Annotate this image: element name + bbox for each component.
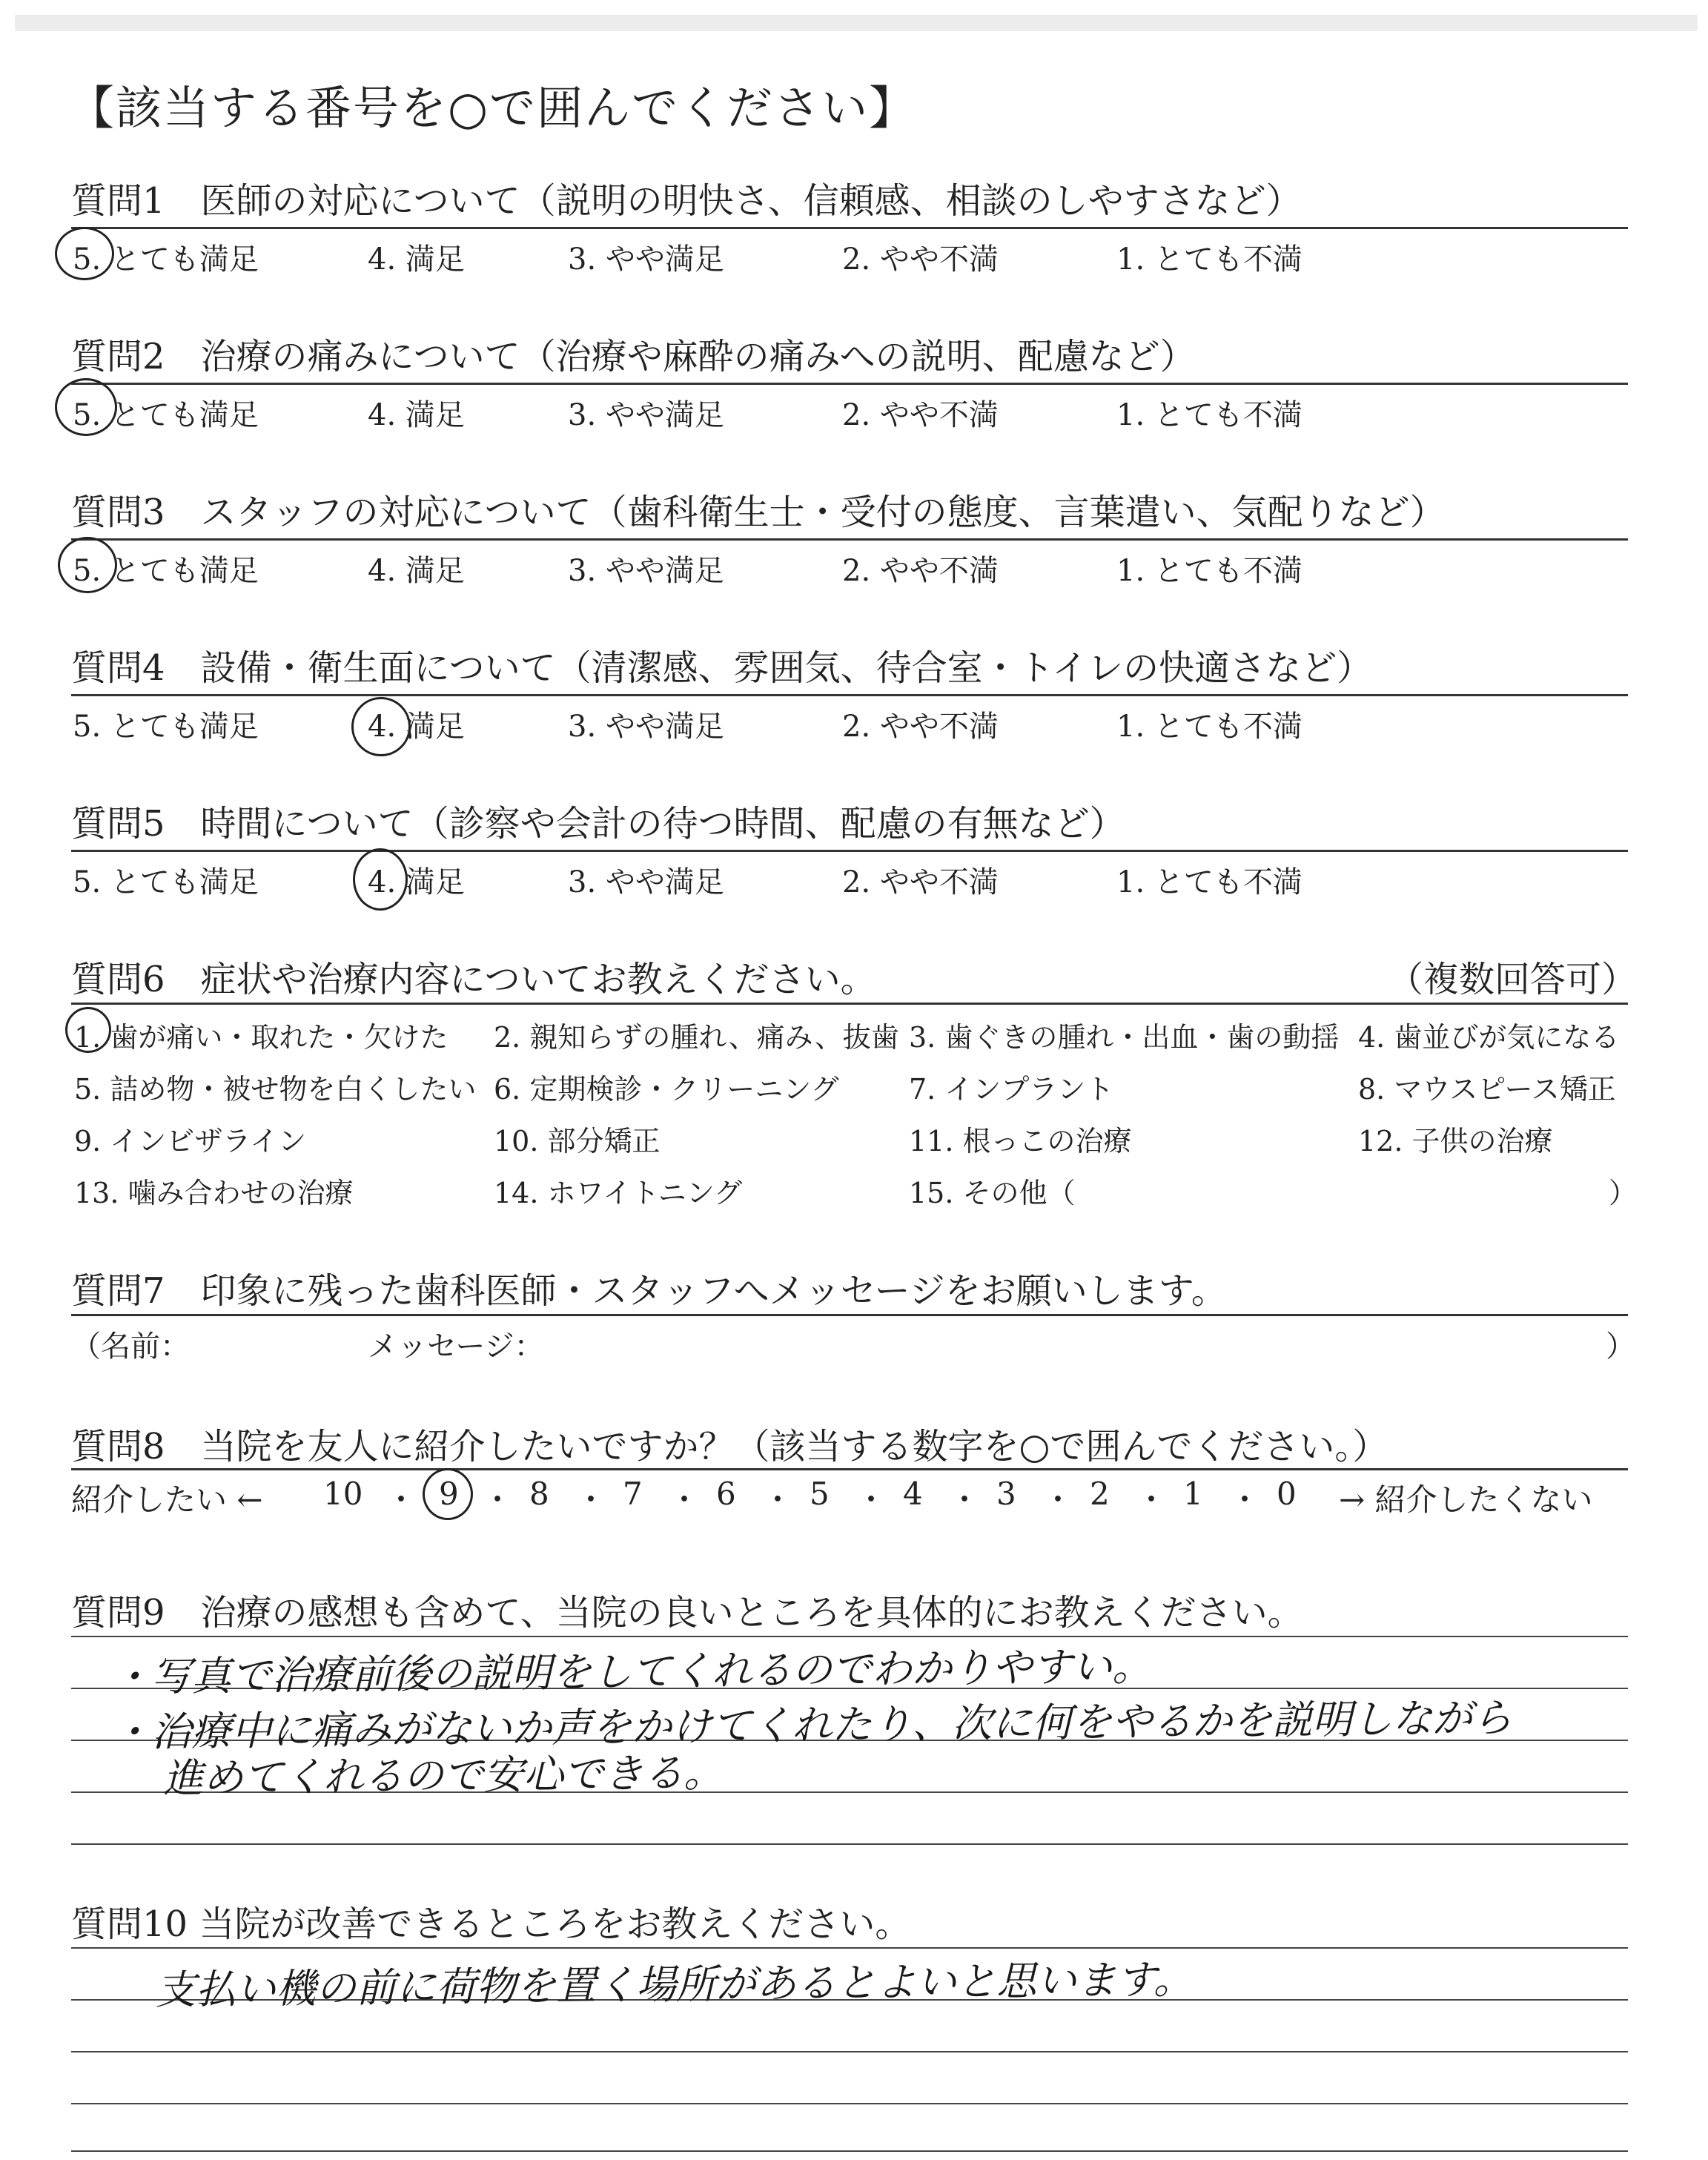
q7-close: ） (1606, 1330, 1635, 1364)
q5-selection-circle (353, 848, 408, 911)
q9-handwritten-answer-3: 進めてくれるので安心できる。 (162, 1749, 724, 1802)
q6-option-7[interactable]: 7. インプラント (909, 1073, 1114, 1106)
scale-number-7[interactable]: 7 (623, 1476, 643, 1512)
question-4-heading: 質問4 設備・衛生面について（清潔感、雰囲気、待合室・トイレの快適さなど） (71, 647, 1373, 689)
q6-option-4[interactable]: 4. 歯並びが気になる (1358, 1021, 1620, 1054)
q6-option-1[interactable]: 1. 歯が痛い・取れた・欠けた (74, 1021, 448, 1054)
q6-option-15-close: ） (1609, 1177, 1638, 1209)
q7-name-label: （名前： (71, 1330, 190, 1364)
q6-option-8[interactable]: 8. マウスピース矯正 (1358, 1073, 1616, 1106)
q10-answer-line (71, 2103, 1628, 2104)
question-5-rule (71, 850, 1628, 852)
scale-dot: ・ (385, 1482, 417, 1518)
q5-option-2[interactable]: 2. やや不満 (842, 865, 999, 899)
q1-option-5[interactable]: 5. とても満足 (73, 242, 259, 277)
q7-message-label: メッセージ： (368, 1330, 544, 1364)
q6-option-11[interactable]: 11. 根っこの治療 (909, 1125, 1132, 1157)
scale-number-5[interactable]: 5 (810, 1476, 830, 1512)
q3-option-3[interactable]: 3. やや満足 (568, 554, 724, 588)
scale-left-label: 紹介したい ← (71, 1482, 263, 1518)
question-2-rule (71, 383, 1628, 385)
q2-option-2[interactable]: 2. やや不満 (842, 398, 999, 432)
q2-option-5[interactable]: 5. とても満足 (73, 398, 259, 432)
question-10-heading: 質問10 当院が改善できるところをお教えください。 (71, 1903, 911, 1945)
scale-dot: ・ (855, 1482, 887, 1518)
q10-answer-line (71, 2150, 1628, 2152)
scale-number-10[interactable]: 10 (323, 1476, 363, 1512)
q6-option-3[interactable]: 3. 歯ぐきの腫れ・出血・歯の動揺 (909, 1021, 1340, 1054)
q9-answer-line (71, 1843, 1628, 1845)
scale-dot: ・ (762, 1482, 794, 1518)
q9-answer-line (71, 1636, 1628, 1637)
question-6-note: （複数回答可） (1387, 959, 1637, 1000)
question-3-heading: 質問3 スタッフの対応について（歯科衛生士・受付の態度、言葉遣い、気配りなど） (71, 492, 1446, 533)
recommend-scale (71, 1476, 1635, 1520)
q4-option-5[interactable]: 5. とても満足 (73, 710, 259, 744)
scale-dot: ・ (949, 1482, 981, 1518)
q3-option-1[interactable]: 1. とても不満 (1116, 554, 1302, 588)
page-title: 【該当する番号を○で囲んでください】 (68, 81, 917, 135)
question-2-heading: 質問2 治療の痛みについて（治療や麻酔の痛みへの説明、配慮など） (71, 336, 1196, 377)
question-3-rule (71, 538, 1628, 541)
q1-option-1[interactable]: 1. とても不満 (1116, 242, 1302, 277)
scale-number-0[interactable]: 0 (1277, 1476, 1297, 1512)
scale-dot: ・ (669, 1482, 701, 1518)
q10-answer-line (71, 1947, 1628, 1949)
q8-selection-circle (423, 1468, 473, 1520)
q1-option-4[interactable]: 4. 満足 (368, 242, 465, 277)
question-6-rule (71, 1003, 1628, 1005)
question-5-heading: 質問5 時間について（診察や会計の待つ時間、配慮の有無など） (71, 803, 1125, 845)
q4-option-1[interactable]: 1. とても不満 (1116, 710, 1302, 744)
scale-number-8[interactable]: 8 (529, 1476, 549, 1512)
q3-option-2[interactable]: 2. やや不満 (842, 554, 999, 588)
scale-number-6[interactable]: 6 (716, 1476, 736, 1512)
q5-option-3[interactable]: 3. やや満足 (568, 865, 724, 899)
q1-option-2[interactable]: 2. やや不満 (842, 242, 999, 277)
scan-edge (15, 15, 1698, 31)
scale-number-9[interactable]: 9 (439, 1476, 459, 1512)
q1-option-3[interactable]: 3. やや満足 (568, 242, 724, 277)
q4-option-4[interactable]: 4. 満足 (368, 710, 465, 744)
q6-option-6[interactable]: 6. 定期検診・クリーニング (494, 1073, 839, 1106)
q6-selection-circle (65, 1007, 111, 1053)
q10-answer-line (71, 2051, 1628, 2052)
scale-number-2[interactable]: 2 (1090, 1476, 1110, 1512)
q5-option-1[interactable]: 1. とても不満 (1116, 865, 1302, 899)
q2-option-1[interactable]: 1. とても不満 (1116, 398, 1302, 432)
q5-option-4[interactable]: 4. 満足 (368, 865, 465, 899)
q6-option-9[interactable]: 9. インビザライン (74, 1125, 307, 1157)
scale-right-label: → 紹介したくない (1339, 1482, 1593, 1518)
q3-option-5[interactable]: 5. とても満足 (73, 554, 259, 588)
q5-option-5[interactable]: 5. とても満足 (73, 865, 259, 899)
q9-handwritten-answer-2: ・治療中に痛みがないか声をかけてくれたり、次に何をやるかを説明しながら (110, 1694, 1513, 1756)
q2-selection-circle (55, 378, 117, 436)
scale-number-4[interactable]: 4 (903, 1476, 923, 1512)
q3-option-4[interactable]: 4. 満足 (368, 554, 465, 588)
question-1-rule (71, 227, 1628, 229)
q6-option-5[interactable]: 5. 詰め物・被せ物を白くしたい (74, 1073, 477, 1106)
scale-dot: ・ (1042, 1482, 1074, 1518)
q6-option-12[interactable]: 12. 子供の治療 (1358, 1125, 1553, 1157)
question-1-heading: 質問1 医師の対応について（説明の明快さ、信頼感、相談のしやすさなど） (71, 180, 1302, 222)
q6-option-14[interactable]: 14. ホワイトニング (494, 1177, 743, 1209)
scale-dot: ・ (482, 1482, 514, 1518)
scale-number-3[interactable]: 3 (996, 1476, 1016, 1512)
q3-selection-circle (58, 537, 117, 593)
q9-handwritten-answer-1: ・写真で治療前後の説明をしてくれるのでわかりやすい。 (110, 1642, 1153, 1701)
q4-selection-circle (351, 697, 411, 756)
q6-option-10[interactable]: 10. 部分矯正 (494, 1125, 661, 1157)
question-8-rule (71, 1468, 1628, 1470)
scale-number-1[interactable]: 1 (1183, 1476, 1203, 1512)
question-6-heading: 質問6 症状や治療内容についてお教えください。 (71, 959, 876, 1000)
q4-option-2[interactable]: 2. やや不満 (842, 710, 999, 744)
scale-dot: ・ (575, 1482, 607, 1518)
question-4-rule (71, 694, 1628, 696)
q1-selection-circle (55, 227, 114, 280)
q6-option-15[interactable]: 15. その他（ (909, 1177, 1076, 1209)
question-7-rule (71, 1314, 1628, 1316)
scale-dot: ・ (1229, 1482, 1261, 1518)
q2-option-3[interactable]: 3. やや満足 (568, 398, 724, 432)
q6-option-2[interactable]: 2. 親知らずの腫れ、痛み、抜歯 (494, 1021, 899, 1054)
question-7-heading: 質問7 印象に残った歯科医師・スタッフへメッセージをお願いします。 (71, 1270, 1227, 1312)
question-8-heading: 質問8 当院を友人に紹介したいですか？（該当する数字を○で囲んでください。） (71, 1426, 1388, 1467)
q2-option-4[interactable]: 4. 満足 (368, 398, 465, 432)
scale-dot: ・ (1136, 1482, 1168, 1518)
question-9-heading: 質問9 治療の感想も含めて、当院の良いところを具体的にお教えください。 (71, 1592, 1303, 1634)
q6-option-13[interactable]: 13. 噛み合わせの治療 (74, 1177, 354, 1209)
q4-option-3[interactable]: 3. やや満足 (568, 710, 724, 744)
q10-handwritten-answer-1: 支払い機の前に荷物を置く場所があるとよいと思います。 (155, 1955, 1194, 2014)
